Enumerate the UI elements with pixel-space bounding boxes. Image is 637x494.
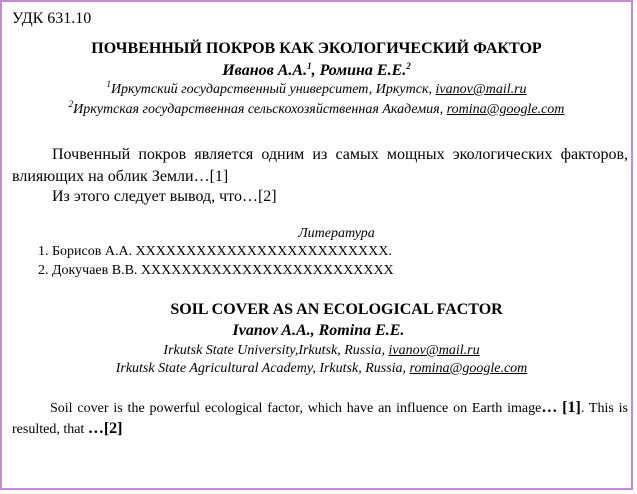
title-ru: ПОЧВЕННЫЙ ПОКРОВ КАК ЭКОЛОГИЧЕСКИЙ ФАКТОР bbox=[91, 40, 542, 57]
affiliation-2-en bbox=[2, 361, 631, 377]
affiliation-2-ru bbox=[2, 99, 631, 118]
affiliation-1-en bbox=[2, 343, 631, 359]
udk-code: УДК 631.10 bbox=[12, 10, 92, 27]
authors-en: Ivanov A.A., Romina E.E. bbox=[232, 322, 405, 339]
author-romina-sup: 2 bbox=[406, 61, 411, 71]
literature-heading: Литература bbox=[298, 226, 375, 241]
author-separator: , bbox=[311, 62, 320, 79]
email-link-ivanov[interactable]: ivanov@mail.ru bbox=[435, 82, 527, 97]
abstract-part-2: . This is resulted, that bbox=[12, 401, 629, 437]
reference-1: 1. Борисов А.А. XXXXXXXXXXXXXXXXXXXXXXXXX. bbox=[38, 244, 392, 259]
affiliation-2-sup: 2 bbox=[68, 99, 74, 109]
affiliation-1-en-text: Irkutsk State University,Irkutsk, Russia, bbox=[163, 343, 389, 358]
body-paragraph-1: Почвенный покров является одним из самых мощных экологических факторов, влияющих на облик Земли…[1] bbox=[12, 146, 628, 185]
affiliation-1-sup: 1 bbox=[106, 79, 111, 89]
affiliation-2-en-text: Irkutsk State Agricultural Academy, Irkutsk, Russia, bbox=[115, 361, 410, 376]
abstract-en bbox=[12, 398, 628, 440]
email-link-ivanov-en[interactable]: ivanov@mail.ru bbox=[388, 343, 480, 358]
body-paragraph-2: Из этого следует вывод, что…[2] bbox=[52, 188, 277, 205]
title-en: SOIL COVER AS AN ECOLOGICAL FACTOR bbox=[170, 301, 503, 318]
abstract-ellipsis-1: … bbox=[541, 399, 558, 416]
author-romina: Ромина Е.Е. bbox=[319, 62, 407, 79]
email-link-romina-en[interactable]: romina@google.com bbox=[409, 361, 528, 376]
abstract-ref-1: [1] bbox=[562, 399, 581, 416]
author-ivanov: Иванов А.А. bbox=[222, 62, 308, 79]
abstract-part-1: Soil cover is the powerful ecological factor, which have an influence on Earth image bbox=[50, 401, 542, 416]
author-ivanov-sup: 1 bbox=[307, 61, 312, 71]
authors-ru bbox=[2, 62, 631, 80]
affiliation-2-text: Иркутская государственная сельскохозяйственная Академия, bbox=[73, 102, 447, 117]
affiliation-1-ru bbox=[2, 79, 631, 98]
reference-2: 2. Докучаев В.В. XXXXXXXXXXXXXXXXXXXXXXXXX bbox=[38, 263, 394, 278]
email-link-romina[interactable]: romina@google.com bbox=[446, 102, 565, 117]
affiliation-1-text: Иркутский государственный университет, Иркутск, bbox=[110, 82, 436, 97]
abstract-ref-2: …[2] bbox=[87, 420, 123, 437]
